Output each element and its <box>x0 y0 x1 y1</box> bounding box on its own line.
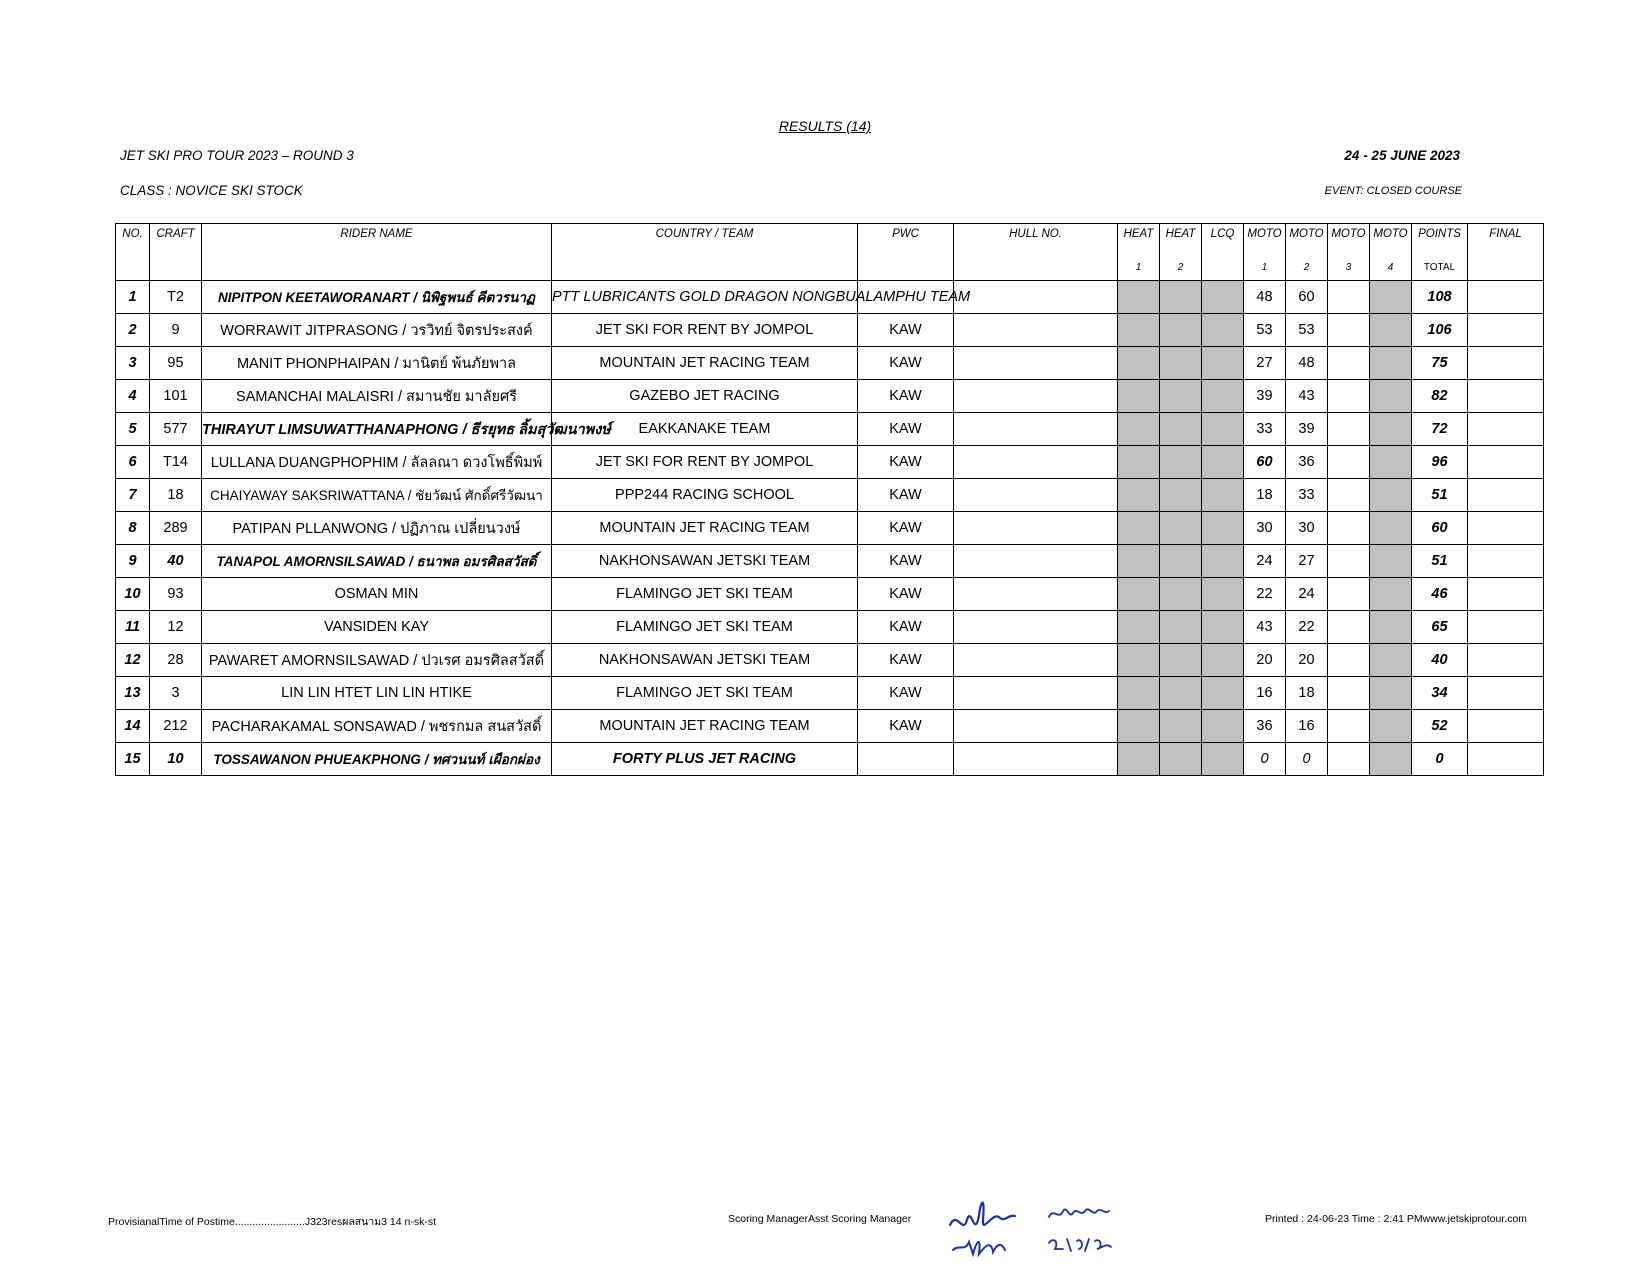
row-moto3 <box>1328 512 1370 545</box>
row-team: PPP244 RACING SCHOOL <box>552 479 858 512</box>
table-row <box>116 413 1544 446</box>
row-total: 51 <box>1412 479 1468 512</box>
col-moto4-sub: 4 <box>1370 254 1412 281</box>
row-heat1 <box>1118 545 1160 578</box>
row-lcq <box>1202 446 1244 479</box>
row-rider: LIN LIN HTET LIN LIN HTIKE <box>202 677 552 710</box>
event-dates: 24 - 25 JUNE 2023 <box>1344 148 1460 163</box>
row-craft: 3 <box>150 677 202 710</box>
col-craft-header: CRAFT <box>150 224 202 255</box>
table-row <box>116 314 1544 347</box>
row-craft: 10 <box>150 743 202 776</box>
row-moto1: 18 <box>1244 479 1286 512</box>
row-total: 108 <box>1412 281 1468 314</box>
row-moto1: 20 <box>1244 644 1286 677</box>
table-row <box>116 677 1544 710</box>
table-row <box>116 578 1544 611</box>
row-craft: T2 <box>150 281 202 314</box>
row-moto4 <box>1370 578 1412 611</box>
row-final <box>1468 710 1544 743</box>
row-hull <box>954 677 1118 710</box>
row-moto2: 24 <box>1286 578 1328 611</box>
row-final <box>1468 380 1544 413</box>
row-team: FLAMINGO JET SKI TEAM <box>552 578 858 611</box>
row-no: 12 <box>116 644 150 677</box>
row-moto2: 39 <box>1286 413 1328 446</box>
row-heat2 <box>1160 314 1202 347</box>
row-moto3 <box>1328 347 1370 380</box>
row-craft: 93 <box>150 578 202 611</box>
row-heat1 <box>1118 479 1160 512</box>
col-heat1-header: HEAT <box>1118 224 1160 255</box>
row-moto1: 43 <box>1244 611 1286 644</box>
row-craft: 9 <box>150 314 202 347</box>
row-heat2 <box>1160 380 1202 413</box>
row-rider: PACHARAKAMAL SONSAWAD / พชรกมล สนสวัสดิ์ <box>202 710 552 743</box>
row-hull <box>954 743 1118 776</box>
row-moto1: 30 <box>1244 512 1286 545</box>
row-moto2: 27 <box>1286 545 1328 578</box>
row-rider: THIRAYUT LIMSUWATTHANAPHONG / ธีรยุทธ ลิ้มสุวัฒนาพงษ์ <box>202 413 552 446</box>
row-lcq <box>1202 545 1244 578</box>
row-team: FLAMINGO JET SKI TEAM <box>552 611 858 644</box>
row-lcq <box>1202 578 1244 611</box>
row-heat1 <box>1118 281 1160 314</box>
col-moto1-sub: 1 <box>1244 254 1286 281</box>
row-final <box>1468 347 1544 380</box>
row-moto2: 18 <box>1286 677 1328 710</box>
row-no: 15 <box>116 743 150 776</box>
row-lcq <box>1202 380 1244 413</box>
row-rider: NIPITPON KEETAWORANART / นิพิฐพนธ์ คีตวรนาฏ <box>202 281 552 314</box>
row-moto4 <box>1370 281 1412 314</box>
row-final <box>1468 611 1544 644</box>
row-moto3 <box>1328 743 1370 776</box>
row-total: 72 <box>1412 413 1468 446</box>
row-moto1: 22 <box>1244 578 1286 611</box>
class-name: CLASS : NOVICE SKI STOCK <box>120 183 303 198</box>
page-title: RESULTS (14) <box>778 118 872 134</box>
row-total: 52 <box>1412 710 1468 743</box>
row-lcq <box>1202 677 1244 710</box>
row-lcq <box>1202 314 1244 347</box>
row-heat1 <box>1118 314 1160 347</box>
row-hull <box>954 611 1118 644</box>
table-row <box>116 611 1544 644</box>
row-heat1 <box>1118 644 1160 677</box>
row-moto1: 60 <box>1244 446 1286 479</box>
row-team: FLAMINGO JET SKI TEAM <box>552 677 858 710</box>
row-team: JET SKI FOR RENT BY JOMPOL <box>552 446 858 479</box>
row-team: NAKHONSAWAN JETSKI TEAM <box>552 644 858 677</box>
row-team: GAZEBO JET RACING <box>552 380 858 413</box>
row-total: 60 <box>1412 512 1468 545</box>
row-rider: VANSIDEN KAY <box>202 611 552 644</box>
row-hull <box>954 281 1118 314</box>
row-lcq <box>1202 281 1244 314</box>
row-heat2 <box>1160 710 1202 743</box>
row-heat2 <box>1160 479 1202 512</box>
row-moto3 <box>1328 710 1370 743</box>
row-moto1: 16 <box>1244 677 1286 710</box>
row-total: 51 <box>1412 545 1468 578</box>
row-heat1 <box>1118 380 1160 413</box>
col-lcq-header: LCQ <box>1202 224 1244 255</box>
row-moto4 <box>1370 413 1412 446</box>
row-total: 46 <box>1412 578 1468 611</box>
table-row <box>116 281 1544 314</box>
table-row <box>116 380 1544 413</box>
row-moto3 <box>1328 413 1370 446</box>
row-pwc: KAW <box>858 677 954 710</box>
row-no: 6 <box>116 446 150 479</box>
row-moto3 <box>1328 611 1370 644</box>
row-heat1 <box>1118 512 1160 545</box>
row-pwc: KAW <box>858 644 954 677</box>
event-name: JET SKI PRO TOUR 2023 – ROUND 3 <box>120 148 354 163</box>
row-moto2: 30 <box>1286 512 1328 545</box>
row-total: 0 <box>1412 743 1468 776</box>
row-final <box>1468 413 1544 446</box>
row-pwc: KAW <box>858 413 954 446</box>
row-hull <box>954 512 1118 545</box>
table-row <box>116 743 1544 776</box>
row-moto4 <box>1370 479 1412 512</box>
row-final <box>1468 677 1544 710</box>
row-pwc: KAW <box>858 479 954 512</box>
row-no: 14 <box>116 710 150 743</box>
row-hull <box>954 314 1118 347</box>
row-pwc: KAW <box>858 347 954 380</box>
row-craft: 28 <box>150 644 202 677</box>
row-rider: TOSSAWANON PHUEAKPHONG / ทศวนนท์ เผือกผ่อง <box>202 743 552 776</box>
row-no: 9 <box>116 545 150 578</box>
row-final <box>1468 446 1544 479</box>
row-rider: SAMANCHAI MALAISRI / สมานชัย มาลัยศรี <box>202 380 552 413</box>
row-moto4 <box>1370 545 1412 578</box>
row-craft: 40 <box>150 545 202 578</box>
footer-printed: Printed : 24-06-23 Time : 2:41 PMwww.jetskiprotour.com <box>1265 1213 1528 1225</box>
row-pwc: KAW <box>858 710 954 743</box>
col-heat2-sub: 2 <box>1160 254 1202 281</box>
row-pwc: KAW <box>858 545 954 578</box>
row-no: 13 <box>116 677 150 710</box>
row-moto4 <box>1370 677 1412 710</box>
row-moto2: 53 <box>1286 314 1328 347</box>
col-moto3-header: MOTO <box>1328 224 1370 255</box>
row-craft: 101 <box>150 380 202 413</box>
row-moto3 <box>1328 380 1370 413</box>
row-heat1 <box>1118 446 1160 479</box>
row-heat2 <box>1160 545 1202 578</box>
row-team: FORTY PLUS JET RACING <box>552 743 858 776</box>
row-craft: 18 <box>150 479 202 512</box>
col-moto4-header: MOTO <box>1370 224 1412 255</box>
row-moto4 <box>1370 710 1412 743</box>
signature-asst-scoring-manager <box>1045 1203 1125 1263</box>
row-heat2 <box>1160 743 1202 776</box>
row-lcq <box>1202 644 1244 677</box>
row-no: 3 <box>116 347 150 380</box>
row-pwc: KAW <box>858 578 954 611</box>
row-moto3 <box>1328 545 1370 578</box>
row-moto4 <box>1370 512 1412 545</box>
row-moto4 <box>1370 611 1412 644</box>
row-moto3 <box>1328 677 1370 710</box>
col-heat1-sub: 1 <box>1118 254 1160 281</box>
row-rider: OSMAN MIN <box>202 578 552 611</box>
row-moto4 <box>1370 347 1412 380</box>
signature-scoring-manager <box>945 1180 1025 1260</box>
row-total: 40 <box>1412 644 1468 677</box>
row-moto2: 33 <box>1286 479 1328 512</box>
row-final <box>1468 644 1544 677</box>
row-hull <box>954 347 1118 380</box>
row-pwc: KAW <box>858 512 954 545</box>
row-moto1: 27 <box>1244 347 1286 380</box>
row-final <box>1468 479 1544 512</box>
row-heat2 <box>1160 677 1202 710</box>
row-no: 11 <box>116 611 150 644</box>
col-final-header: FINAL <box>1468 224 1544 255</box>
row-moto4 <box>1370 743 1412 776</box>
row-heat2 <box>1160 611 1202 644</box>
row-pwc <box>858 743 954 776</box>
row-moto1: 53 <box>1244 314 1286 347</box>
row-moto1: 48 <box>1244 281 1286 314</box>
table-row <box>116 347 1544 380</box>
row-rider: TANAPOL AMORNSILSAWAD / ธนาพล อมรศิลสวัสดิ์ <box>202 545 552 578</box>
row-hull <box>954 413 1118 446</box>
row-heat1 <box>1118 578 1160 611</box>
row-craft: 289 <box>150 512 202 545</box>
row-team: MOUNTAIN JET RACING TEAM <box>552 347 858 380</box>
row-rider: PATIPAN PLLANWONG / ปฏิภาณ เปลี่ยนวงษ์ <box>202 512 552 545</box>
col-no-header: NO. <box>116 224 150 255</box>
row-heat2 <box>1160 578 1202 611</box>
row-hull <box>954 545 1118 578</box>
row-final <box>1468 545 1544 578</box>
row-no: 5 <box>116 413 150 446</box>
row-no: 7 <box>116 479 150 512</box>
row-total: 96 <box>1412 446 1468 479</box>
col-moto1-header: MOTO <box>1244 224 1286 255</box>
row-craft: 12 <box>150 611 202 644</box>
row-team: JET SKI FOR RENT BY JOMPOL <box>552 314 858 347</box>
row-moto1: 39 <box>1244 380 1286 413</box>
row-final <box>1468 512 1544 545</box>
row-craft: 212 <box>150 710 202 743</box>
col-rider-header: RIDER NAME <box>202 224 552 255</box>
row-moto4 <box>1370 644 1412 677</box>
footer-scoring-manager: Scoring ManagerAsst Scoring Manager <box>728 1213 912 1225</box>
row-lcq <box>1202 743 1244 776</box>
row-moto2: 20 <box>1286 644 1328 677</box>
row-heat1 <box>1118 743 1160 776</box>
row-hull <box>954 578 1118 611</box>
row-heat1 <box>1118 611 1160 644</box>
col-moto2-sub: 2 <box>1286 254 1328 281</box>
row-hull <box>954 446 1118 479</box>
row-hull <box>954 479 1118 512</box>
row-moto2: 22 <box>1286 611 1328 644</box>
row-hull <box>954 644 1118 677</box>
row-rider: CHAIYAWAY SAKSRIWATTANA / ชัยวัฒน์ ศักดิ์ศรีวัฒนา <box>202 479 552 512</box>
table-row <box>116 710 1544 743</box>
row-heat2 <box>1160 281 1202 314</box>
row-moto2: 60 <box>1286 281 1328 314</box>
row-pwc: KAW <box>858 314 954 347</box>
col-moto2-header: MOTO <box>1286 224 1328 255</box>
col-moto3-sub: 3 <box>1328 254 1370 281</box>
row-moto4 <box>1370 446 1412 479</box>
col-heat2-header: HEAT <box>1160 224 1202 255</box>
row-heat2 <box>1160 512 1202 545</box>
row-team: MOUNTAIN JET RACING TEAM <box>552 512 858 545</box>
row-rider: PAWARET AMORNSILSAWAD / ปวเรศ อมรศิลสวัสดิ์ <box>202 644 552 677</box>
row-craft: 577 <box>150 413 202 446</box>
row-heat2 <box>1160 644 1202 677</box>
table-row <box>116 479 1544 512</box>
row-moto4 <box>1370 314 1412 347</box>
row-moto2: 43 <box>1286 380 1328 413</box>
col-hull-header: HULL NO. <box>954 224 1118 255</box>
event-type: EVENT: CLOSED COURSE <box>1324 185 1462 197</box>
row-final <box>1468 281 1544 314</box>
row-lcq <box>1202 710 1244 743</box>
row-moto2: 36 <box>1286 446 1328 479</box>
row-lcq <box>1202 512 1244 545</box>
col-team-header: COUNTRY / TEAM <box>552 224 858 255</box>
row-rider: LULLANA DUANGPHOPHIM / ลัลลณา ดวงโพธิ์พิมพ์ <box>202 446 552 479</box>
row-total: 75 <box>1412 347 1468 380</box>
row-lcq <box>1202 479 1244 512</box>
row-heat2 <box>1160 347 1202 380</box>
row-moto2: 0 <box>1286 743 1328 776</box>
row-moto4 <box>1370 380 1412 413</box>
row-moto1: 24 <box>1244 545 1286 578</box>
row-heat2 <box>1160 413 1202 446</box>
row-craft: 95 <box>150 347 202 380</box>
row-moto3 <box>1328 479 1370 512</box>
row-moto1: 36 <box>1244 710 1286 743</box>
row-rider: MANIT PHONPHAIPAN / มานิตย์ พ้นภัยพาล <box>202 347 552 380</box>
row-pwc: KAW <box>858 446 954 479</box>
table-row <box>116 644 1544 677</box>
table-row <box>116 512 1544 545</box>
row-heat1 <box>1118 677 1160 710</box>
row-final <box>1468 743 1544 776</box>
row-hull <box>954 380 1118 413</box>
row-moto3 <box>1328 314 1370 347</box>
row-team: NAKHONSAWAN JETSKI TEAM <box>552 545 858 578</box>
row-total: 34 <box>1412 677 1468 710</box>
row-craft: T14 <box>150 446 202 479</box>
row-moto3 <box>1328 644 1370 677</box>
row-total: 82 <box>1412 380 1468 413</box>
row-pwc: KAW <box>858 380 954 413</box>
row-team: MOUNTAIN JET RACING TEAM <box>552 710 858 743</box>
row-hull <box>954 710 1118 743</box>
row-moto3 <box>1328 281 1370 314</box>
row-moto1: 0 <box>1244 743 1286 776</box>
row-no: 4 <box>116 380 150 413</box>
row-no: 1 <box>116 281 150 314</box>
footer-provisional: ProvisianalTime of Postime........................J323resผลสนาม3 14 n-sk-st <box>108 1216 437 1228</box>
row-rider: WORRAWIT JITPRASONG / วรวิทย์ จิตรประสงค์ <box>202 314 552 347</box>
row-no: 10 <box>116 578 150 611</box>
row-team: PTT LUBRICANTS GOLD DRAGON NONGBUALAMPHU TEAM <box>552 281 858 314</box>
row-pwc: KAW <box>858 611 954 644</box>
table-row <box>116 545 1544 578</box>
row-heat1 <box>1118 347 1160 380</box>
row-moto3 <box>1328 446 1370 479</box>
row-moto1: 33 <box>1244 413 1286 446</box>
row-lcq <box>1202 611 1244 644</box>
col-points-header: POINTS <box>1412 224 1468 255</box>
row-moto3 <box>1328 578 1370 611</box>
row-heat1 <box>1118 710 1160 743</box>
row-no: 8 <box>116 512 150 545</box>
table-row <box>116 446 1544 479</box>
row-no: 2 <box>116 314 150 347</box>
row-moto2: 48 <box>1286 347 1328 380</box>
row-total: 65 <box>1412 611 1468 644</box>
col-points-sub: TOTAL <box>1412 254 1468 281</box>
row-team: EAKKANAKE TEAM <box>552 413 858 446</box>
row-heat1 <box>1118 413 1160 446</box>
row-final <box>1468 314 1544 347</box>
row-total: 106 <box>1412 314 1468 347</box>
row-heat2 <box>1160 446 1202 479</box>
results-table <box>115 223 1544 776</box>
col-pwc-header: PWC <box>858 224 954 255</box>
row-lcq <box>1202 413 1244 446</box>
row-lcq <box>1202 347 1244 380</box>
row-final <box>1468 578 1544 611</box>
row-moto2: 16 <box>1286 710 1328 743</box>
